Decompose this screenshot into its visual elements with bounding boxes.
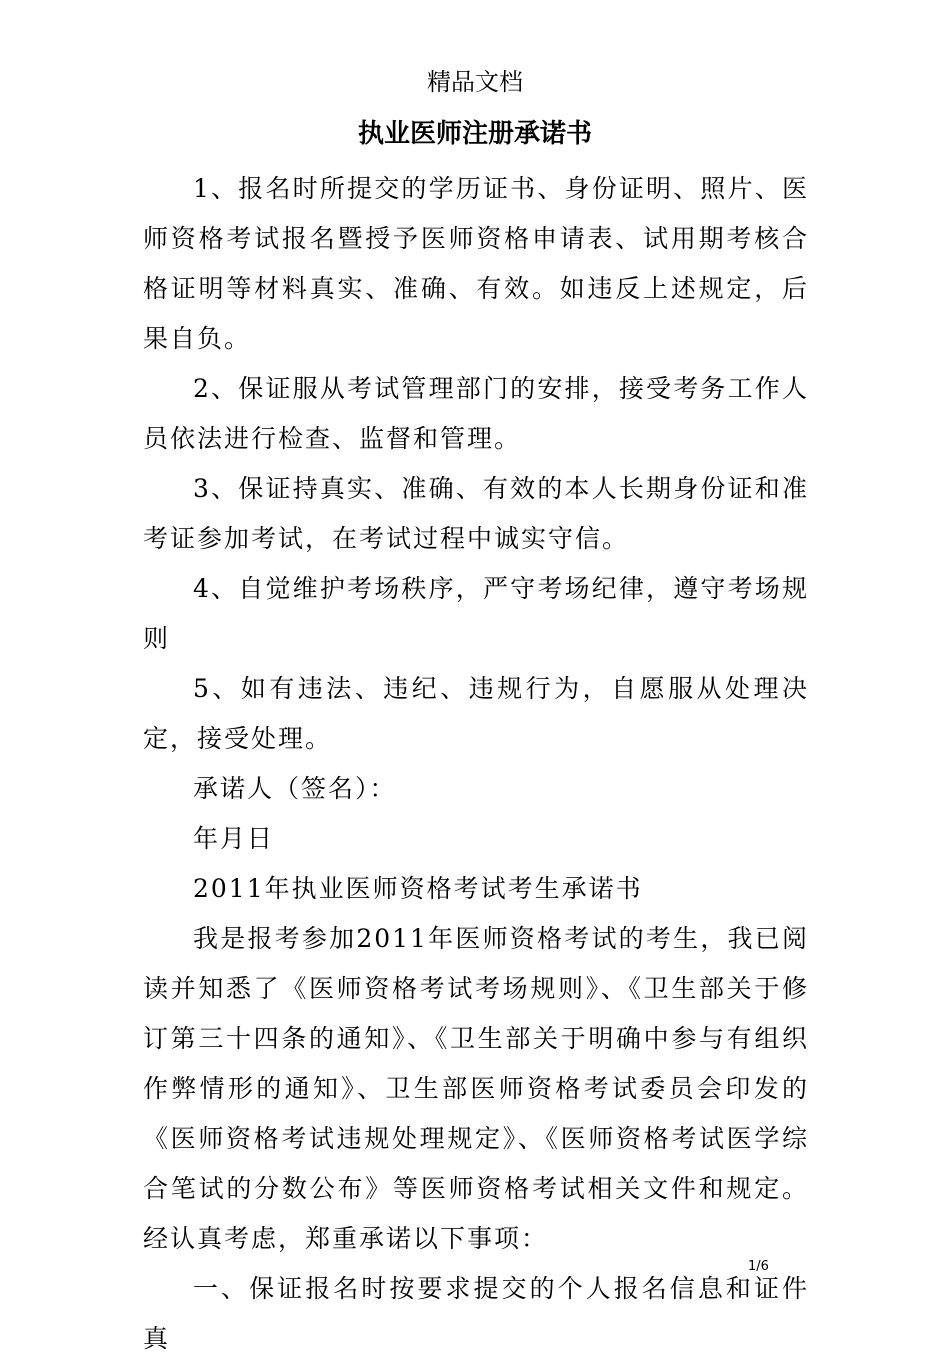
- page-number: 1/6: [748, 1259, 769, 1274]
- section-heading: 2011年执业医师资格考试考生承诺书: [193, 874, 643, 903]
- page-header: 精品文档: [427, 68, 523, 96]
- clause-2: 2、保证服从考试管理部门的安排，接受考务工作人员依法进行检查、监督和管理。: [143, 374, 809, 453]
- clause-5: 5、如有违法、违纪、违规行为，自愿服从处理决定，接受处理。: [143, 674, 809, 753]
- clause-1: 1、报名时所提交的学历证书、身份证明、照片、医师资格考试报名暨授予医师资格申请表、试用期考核合格证明等材料真实、准确、有效。如违反上述规定，后果自负。: [143, 174, 809, 353]
- commitment-item-1: 一、保证报名时按要求提交的个人报名信息和证件真: [143, 1274, 809, 1353]
- date-line: 年月日: [193, 824, 275, 853]
- signature-line: 承诺人（签名）：: [193, 774, 397, 803]
- clause-3: 3、保证持真实、准确、有效的本人长期身份证和准考证参加考试，在考试过程中诚实守信。: [143, 474, 809, 553]
- document-title: 执业医师注册承诺书: [357, 119, 592, 149]
- document-body: [143, 164, 809, 1364]
- commitment-intro: 我是报考参加2011年医师资格考试的考生，我已阅读并知悉了《医师资格考试考场规则》、《卫生部关于修订第三十四条的通知》、《卫生部关于明确中参与有组织作弊情形的通知》、卫生部医师资格考试委员会印发的《医师资格考试违规处理规定》、《医师资格考试医学综合笔试的分数公布》等医师资格考试相关文件和规定。经认真考虑，郑重承诺以下事项：: [143, 924, 809, 1253]
- clause-4: 4、自觉维护考场秩序，严守考场纪律，遵守考场规则: [143, 574, 809, 653]
